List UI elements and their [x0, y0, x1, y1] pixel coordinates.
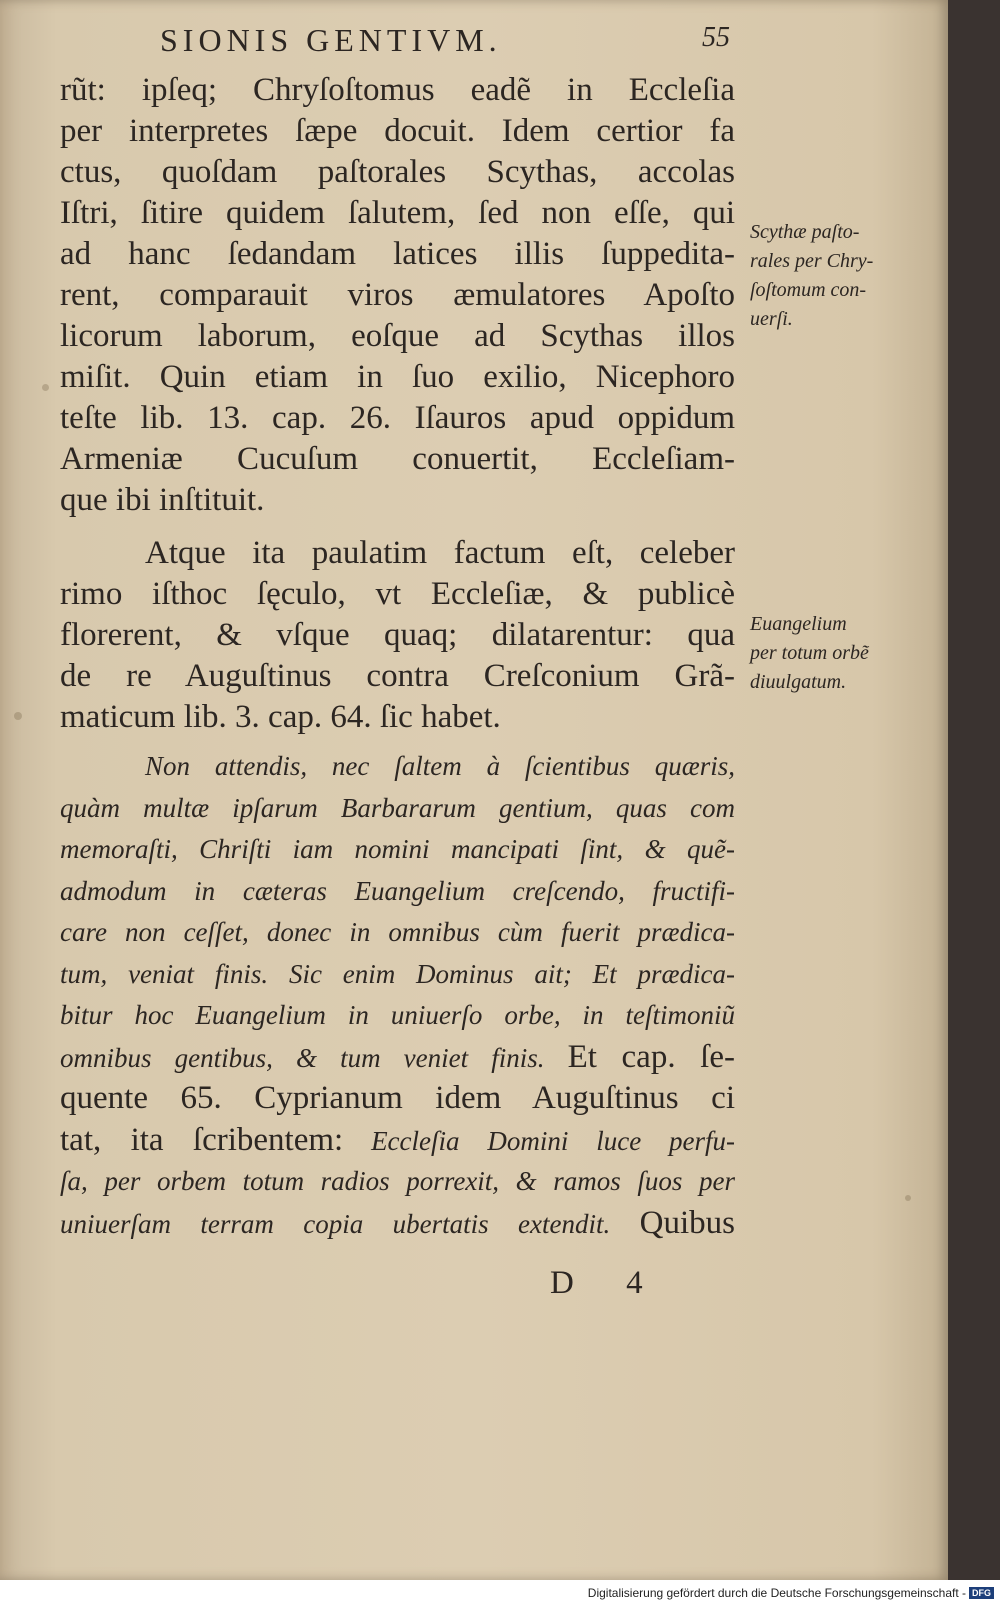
quote-line: bitur hoc Euangelium in uniuerſo orbe, in teſtimoniũ	[60, 1000, 735, 1030]
digitization-footer	[0, 1582, 1000, 1605]
text-line: ad hanc ſedandam latices illis ſuppedita-	[60, 236, 735, 272]
quote-line: quàm multæ ipſarum Barbararum gentium, quas com	[60, 792, 735, 823]
mixed-line	[60, 1120, 735, 1162]
text-line: que ibi inſtituit.	[60, 482, 265, 518]
quote-line: Non attendis, nec ſaltem à ſcientibus quæris,	[145, 751, 735, 781]
quote-fragment: Eccleſia Domini luce perfu-	[371, 1125, 735, 1156]
text-line: licorum laborum, eoſque ad Scythas illos	[60, 318, 735, 354]
text-line: rimo iſthoc ſęculo, vt Eccleſiæ, & publicè	[60, 576, 735, 612]
text-line: maticum lib. 3. cap. 64. ſic habet.	[60, 699, 501, 735]
margin-note-line: Euangelium	[750, 613, 847, 635]
dfg-logo: DFG	[969, 1587, 994, 1599]
quote-line: admodum in cæteras Euangelium creſcendo, fructifi-	[60, 875, 735, 906]
margin-note-line: diuulgatum.	[750, 671, 847, 693]
ink-spot	[905, 1195, 911, 1201]
quotation-block	[60, 746, 735, 1244]
text-line: Armeniæ Cucuſum conuertit, Eccleſiam-	[60, 441, 735, 477]
mixed-line	[60, 1037, 735, 1079]
quote-line: tum, veniat finis. Sic enim Dominus ait; Et prædica-	[60, 958, 735, 989]
text-line: teſte lib. 13. cap. 26. Iſauros apud oppidum	[60, 400, 735, 436]
text-line: quente 65. Cyprianum idem Auguſtinus ci	[60, 1080, 735, 1116]
text-line: rũt: ipſeq; Chryſoſtomus eadẽ in Eccleſia	[60, 72, 735, 108]
paragraph-1	[60, 70, 735, 521]
text-line: miſit. Quin etiam in ſuo exilio, Nicephoro	[60, 359, 735, 395]
margin-note-line: per totum orbẽ	[750, 642, 869, 664]
text-line: Atque ita paulatim factum eſt, celeber	[145, 535, 735, 571]
margin-note-line: rales per Chry-	[750, 250, 874, 272]
ink-spot	[42, 384, 49, 391]
quote-fragment: uniuerſam terram copia ubertatis extendit.	[60, 1208, 611, 1239]
roman-fragment: tat, ita ſcribentem:	[60, 1121, 344, 1158]
quote-fragment: omnibus gentibus, & tum veniet finis.	[60, 1042, 545, 1073]
roman-fragment: Et cap. ſe-	[567, 1038, 735, 1075]
margin-note-scythians	[750, 218, 935, 334]
text-line: ctus, quoſdam paſtorales Scythas, accolas	[60, 154, 735, 190]
quote-line: care non ceſſet, donec in omnibus cùm fuerit prædica-	[60, 917, 735, 947]
margin-note-line: ſoſtomum con-	[750, 279, 867, 301]
funding-credit: Digitalisierung gefördert durch die Deutsche Forschungsgemeinschaft -	[587, 1586, 966, 1600]
text-line: Iſtri, ſitire quidem ſalutem, ſed non eſſe, qui	[60, 195, 735, 231]
main-text-column	[60, 70, 735, 1244]
page-number: 55	[702, 22, 730, 53]
margin-note-gospel	[750, 610, 935, 697]
text-line: rent, comparauit viros æmulatores Apoſto	[60, 277, 735, 313]
text-line: de re Auguſtinus contra Creſconium Grã-	[60, 658, 735, 694]
margin-note-line: Scythæ paſto-	[750, 221, 860, 243]
page-header	[160, 22, 730, 62]
mixed-line	[60, 1203, 735, 1245]
text-line: florerent, & vſque quaq; dilatarentur: qua	[60, 617, 735, 653]
quote-line: memoraſti, Chriſti iam nomini mancipati ſint, & quẽ-	[60, 834, 735, 864]
margin-note-line: uerſi.	[750, 308, 793, 330]
paragraph-2	[60, 533, 735, 738]
running-title: SIONIS GENTIVM.	[160, 22, 502, 58]
text-line: per interpretes ſæpe docuit. Idem certior fa	[60, 113, 735, 149]
ink-spot	[14, 712, 22, 720]
quote-line: ſa, per orbem totum radios porrexit, & ramos ſuos per	[60, 1166, 735, 1196]
trailing-word: Quibus	[639, 1204, 735, 1241]
signature-mark: D 4	[550, 1265, 665, 1301]
